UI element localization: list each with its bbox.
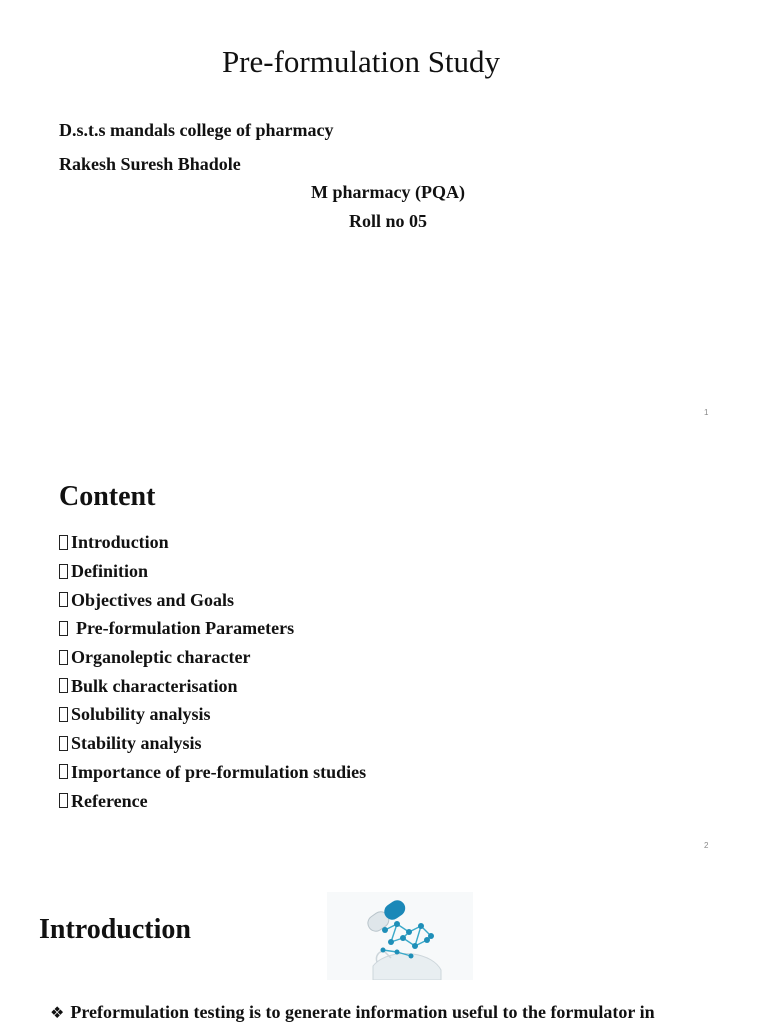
introduction-bullet [50, 1002, 655, 1023]
checkbox-icon [59, 564, 68, 579]
checkbox-icon [59, 650, 68, 665]
list-item-label: Reference [71, 790, 148, 811]
author-name: Rakesh Suresh Bhadole [59, 154, 241, 174]
checkbox-icon [59, 592, 68, 607]
checkbox-icon [59, 678, 68, 693]
list-item [59, 614, 366, 643]
list-item [59, 643, 366, 672]
content-heading: Content [59, 481, 156, 512]
list-item-label: Stability analysis [71, 733, 202, 754]
checkbox-icon [59, 535, 68, 550]
list-item [59, 786, 366, 815]
program-name: M pharmacy (PQA) [311, 182, 465, 202]
content-list [59, 528, 366, 815]
list-item-label: Pre-formulation Parameters [76, 618, 295, 639]
checkbox-icon [59, 764, 68, 779]
list-item [59, 729, 366, 758]
checkbox-icon [59, 736, 68, 751]
list-item-label: Organoleptic character [71, 647, 251, 668]
list-item-label: Definition [71, 561, 149, 582]
checkbox-icon [59, 621, 68, 636]
list-item-label: Solubility analysis [71, 704, 211, 725]
list-item [59, 585, 366, 614]
college-name: D.s.t.s mandals college of pharmacy [59, 120, 334, 140]
page-number: 1 [704, 408, 709, 417]
capsule-molecule-hand-illustration [327, 892, 473, 980]
checkbox-icon [59, 793, 68, 808]
page-title: Pre-formulation Study [221, 44, 501, 79]
diamond-bullet-icon: ❖ [50, 1003, 65, 1022]
list-item-label: Introduction [71, 532, 169, 553]
list-item [59, 528, 366, 557]
list-item-label: Bulk characterisation [71, 675, 238, 696]
list-item [59, 758, 366, 787]
list-item [59, 700, 366, 729]
list-item-label: Objectives and Goals [71, 589, 235, 610]
list-item [59, 671, 366, 700]
bullet-text: Preformulation testing is to generate information useful to the formulator in [70, 1002, 655, 1022]
page-number: 2 [704, 841, 709, 850]
list-item-label: Importance of pre-formulation studies [71, 761, 367, 782]
checkbox-icon [59, 707, 68, 722]
list-item [59, 557, 366, 586]
introduction-heading: Introduction [39, 914, 191, 945]
roll-number: Roll no 05 [348, 211, 427, 231]
